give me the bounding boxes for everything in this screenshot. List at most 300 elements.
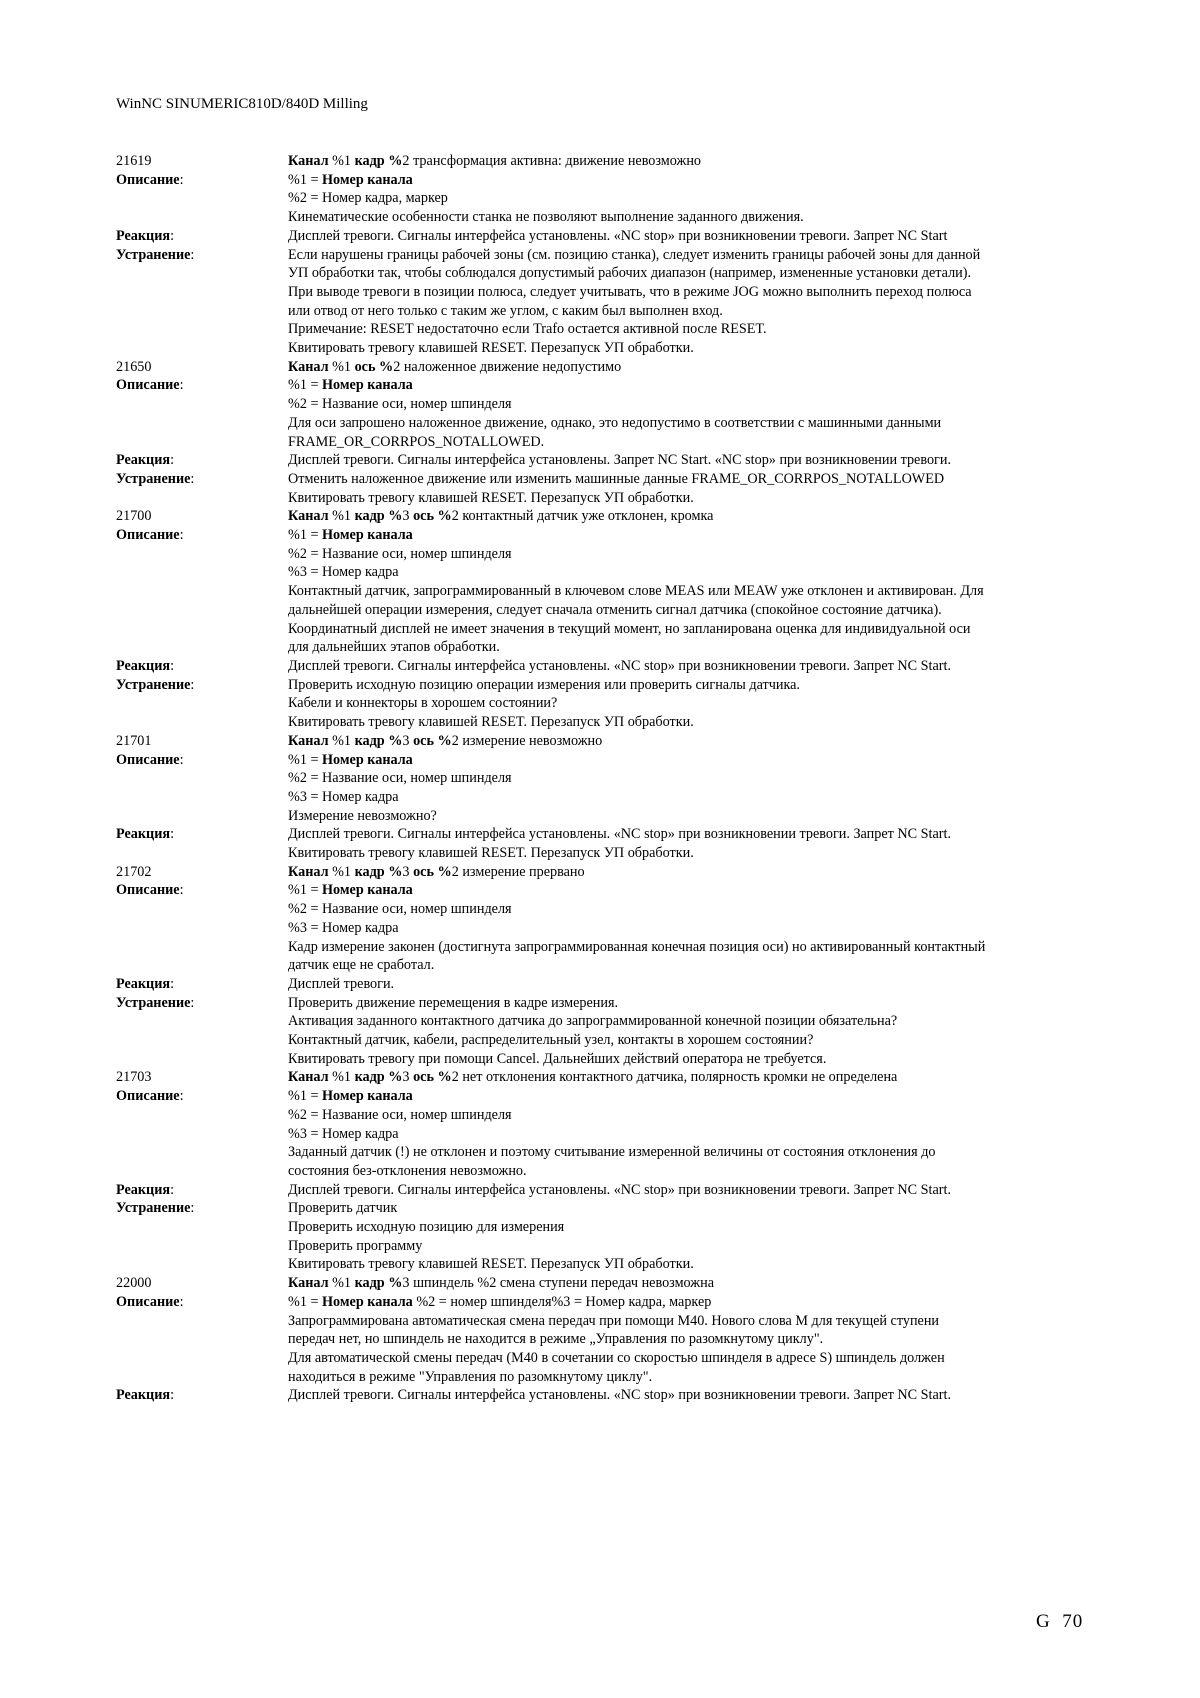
- text-run: %2 = Название оси, номер шпинделя: [288, 770, 512, 787]
- section-text: [288, 601, 1096, 620]
- text-run: Проверить программу: [288, 1237, 423, 1254]
- section-text: [288, 956, 1096, 975]
- section-line: [116, 1031, 1096, 1050]
- section-label-text: Описание: [116, 527, 180, 544]
- text-run: Канал: [288, 732, 329, 749]
- text-run: Проверить датчик: [288, 1200, 398, 1217]
- text-run: %2 = номер шпинделя%3 = Номер кадра, маркер: [412, 1293, 712, 1310]
- page-footer: [1036, 1611, 1083, 1633]
- section-label: [116, 526, 288, 545]
- section-label-text: Реакция: [116, 1387, 171, 1404]
- section-label: [116, 395, 288, 414]
- text-run: 3: [402, 863, 414, 880]
- section-text: [288, 1106, 1096, 1125]
- text-run: %1 =: [288, 171, 323, 188]
- section-label: [116, 825, 288, 844]
- text-run: дальнейшей операции измерения, следует сначала отменить сигнал датчика (спокойное состояние датчика).: [288, 601, 942, 618]
- section-label: [116, 171, 288, 190]
- text-run: %1: [328, 1275, 355, 1292]
- section-label: [116, 1143, 288, 1162]
- section-label: [116, 433, 288, 452]
- section-text: [288, 1218, 1096, 1237]
- alarm-title: [288, 358, 1096, 377]
- section-label-colon: :: [179, 751, 184, 768]
- section-label: [116, 1330, 288, 1349]
- section-row: [116, 975, 1096, 994]
- text-run: %2 = Название оси, номер шпинделя: [288, 396, 512, 413]
- section-label-colon: :: [170, 452, 175, 469]
- text-run: %2 = Название оси, номер шпинделя: [288, 1106, 512, 1123]
- text-run: для дальнейших этапов обработки.: [288, 639, 500, 656]
- text-run: %1 =: [288, 1088, 323, 1105]
- section-text: [288, 1349, 1096, 1368]
- section-row: [116, 881, 1096, 900]
- section-text: [288, 694, 1096, 713]
- section-row: [116, 227, 1096, 246]
- section-text: [288, 470, 1096, 489]
- section-line: [116, 694, 1096, 713]
- section-label-colon: :: [190, 1200, 195, 1217]
- section-label-text: Реакция: [116, 975, 171, 992]
- section-text: [288, 545, 1096, 564]
- text-run: %2 = Номер кадра, маркер: [288, 190, 448, 207]
- text-run: Квитировать тревогу клавишей RESET. Перезапуск УП обработки.: [288, 714, 694, 731]
- section-text: [288, 1087, 1096, 1106]
- section-label-colon: :: [179, 882, 184, 899]
- alarm-title: [288, 1274, 1096, 1293]
- section-row: [116, 1293, 1096, 1312]
- section-line: [116, 956, 1096, 975]
- section-line: [116, 919, 1096, 938]
- text-run: Проверить движение перемещения в кадре измерения.: [288, 994, 619, 1011]
- text-run: Канал: [288, 153, 329, 169]
- text-run: УП обработки так, чтобы соблюдался допустимый рабочих диапазон (например, измененные установки детали).: [288, 265, 972, 282]
- text-run: состояния без-отклонения невозможно.: [288, 1162, 527, 1179]
- section-label-colon: :: [170, 1181, 175, 1198]
- text-run: Квитировать тревогу клавишей RESET. Перезапуск УП обработки.: [288, 340, 694, 357]
- section-line: [116, 938, 1096, 957]
- section-text: [288, 919, 1096, 938]
- section-line: [116, 433, 1096, 452]
- section-label-text: Описание: [116, 377, 180, 394]
- text-run: %1 =: [288, 751, 323, 768]
- section-label: [116, 620, 288, 639]
- text-run: Канал: [288, 358, 329, 375]
- section-line: [116, 713, 1096, 732]
- text-run: кадр %: [354, 153, 403, 169]
- section-row: [116, 676, 1096, 695]
- section-label-colon: :: [170, 227, 175, 244]
- section-line: [116, 563, 1096, 582]
- alarm-code: 21702: [116, 863, 152, 880]
- section-text: [288, 938, 1096, 957]
- section-row: [116, 994, 1096, 1013]
- alarm-title-row: [116, 1274, 1096, 1293]
- section-label-text: Реакция: [116, 657, 171, 674]
- text-run: 3: [402, 508, 414, 525]
- section-label-colon: :: [179, 1088, 184, 1105]
- section-text: [288, 1312, 1096, 1331]
- section-label: [116, 769, 288, 788]
- text-run: Номер канала: [322, 527, 413, 544]
- section-text: [288, 320, 1096, 339]
- section-label: [116, 1368, 288, 1387]
- text-run: При выводе тревоги в позиции полюса, следует учитывать, что в режиме JOG можно выполнить переход полюса: [288, 283, 972, 300]
- alarm-title: [288, 507, 1096, 526]
- section-label: [116, 1181, 288, 1200]
- text-run: %1: [328, 153, 355, 169]
- alarm-title-row: [116, 152, 1096, 171]
- section-row: [116, 246, 1096, 265]
- section-text: [288, 264, 1096, 283]
- section-label-text: Описание: [116, 751, 180, 768]
- section-row: [116, 825, 1096, 844]
- text-run: %3 = Номер кадра: [288, 1125, 399, 1142]
- alarm-code: 21650: [116, 358, 152, 375]
- section-label: [116, 1237, 288, 1256]
- section-label-colon: :: [190, 676, 195, 693]
- section-label-text: Реакция: [116, 452, 171, 469]
- text-run: Координатный дисплей не имеет значения в текущий момент, но запланирована оценка для индивидуальной оси: [288, 620, 971, 637]
- alarm-entry: [116, 863, 1096, 1069]
- section-label: [116, 582, 288, 601]
- text-run: 3: [402, 1069, 414, 1086]
- section-text: [288, 189, 1096, 208]
- section-line: [116, 1162, 1096, 1181]
- page-header: WinNC SINUMERIC810D/840D Milling: [116, 96, 368, 112]
- text-run: Квитировать тревогу клавишей RESET. Перезапуск УП обработки.: [288, 1256, 694, 1273]
- text-run: 2 контактный датчик уже отклонен, кромка: [451, 508, 714, 525]
- text-run: %1: [328, 508, 355, 525]
- section-label: [116, 676, 288, 695]
- text-run: 2 трансформация активна: движение невозможно: [402, 153, 702, 169]
- section-text: [288, 769, 1096, 788]
- section-line: [116, 1143, 1096, 1162]
- alarm-code: 21700: [116, 508, 152, 525]
- section-text: [288, 227, 1096, 246]
- section-label: [116, 601, 288, 620]
- section-row: [116, 657, 1096, 676]
- section-line: [116, 1237, 1096, 1256]
- text-run: Дисплей тревоги. Сигналы интерфейса установлены. «NC stop» при возникновении тревоги. Запрет NC Start: [288, 227, 948, 244]
- section-text: [288, 489, 1096, 508]
- section-text: [288, 563, 1096, 582]
- section-label: [116, 451, 288, 470]
- section-text: [288, 788, 1096, 807]
- text-run: Квитировать тревогу клавишей RESET. Перезапуск УП обработки.: [288, 489, 694, 506]
- section-label-text: Устранение: [116, 246, 191, 263]
- section-line: [116, 638, 1096, 657]
- section-text: [288, 208, 1096, 227]
- section-text: [288, 1386, 1096, 1405]
- section-text: [288, 713, 1096, 732]
- text-run: Кинематические особенности станка не позволяют выполнение заданного движения.: [288, 209, 804, 226]
- section-label: [116, 563, 288, 582]
- text-run: Номер канала: [322, 171, 413, 188]
- section-line: [116, 1255, 1096, 1274]
- section-label: [116, 807, 288, 826]
- text-run: %3 = Номер кадра: [288, 564, 399, 581]
- section-line: [116, 189, 1096, 208]
- section-label-colon: :: [179, 527, 184, 544]
- section-text: [288, 1143, 1096, 1162]
- text-run: кадр %: [354, 863, 403, 880]
- text-run: 2 измерение невозможно: [451, 732, 603, 749]
- section-label-colon: :: [179, 171, 184, 188]
- section-line: [116, 264, 1096, 283]
- section-text: [288, 1255, 1096, 1274]
- section-label: [116, 320, 288, 339]
- section-label: [116, 1312, 288, 1331]
- text-run: Примечание: RESET недостаточно если Trafo остается активной после RESET.: [288, 321, 767, 338]
- section-label-text: Реакция: [116, 826, 171, 843]
- section-label-text: Устранение: [116, 994, 191, 1011]
- section-label: [116, 1199, 288, 1218]
- section-row: [116, 451, 1096, 470]
- alarm-code: 21703: [116, 1069, 152, 1086]
- section-label: [116, 414, 288, 433]
- section-line: [116, 788, 1096, 807]
- alarm-title-row: [116, 863, 1096, 882]
- text-run: Проверить исходную позицию операции измерения или проверить сигналы датчика.: [288, 676, 800, 693]
- section-line: [116, 601, 1096, 620]
- alarm-list: [116, 152, 1096, 1405]
- section-label-text: Реакция: [116, 1181, 171, 1198]
- alarm-entry: [116, 1068, 1096, 1274]
- section-label-colon: :: [170, 1387, 175, 1404]
- text-run: %3 = Номер кадра: [288, 919, 399, 936]
- section-line: [116, 620, 1096, 639]
- section-row: [116, 1087, 1096, 1106]
- section-label: [116, 1386, 288, 1405]
- alarm-entry: [116, 152, 1096, 358]
- section-row: [116, 751, 1096, 770]
- text-run: FRAME_OR_CORRPOS_NOTALLOWED.: [288, 433, 545, 450]
- section-line: [116, 283, 1096, 302]
- section-label: [116, 1293, 288, 1312]
- section-line: [116, 339, 1096, 358]
- section-label: [116, 376, 288, 395]
- text-run: 3 шпиндель %2 смена ступени передач невозможна: [402, 1275, 714, 1292]
- section-line: [116, 844, 1096, 863]
- section-label: [116, 246, 288, 265]
- alarm-code: 21619: [116, 153, 152, 169]
- section-label: [116, 694, 288, 713]
- section-label-text: Описание: [116, 1293, 180, 1310]
- text-run: находиться в режиме "Управления по разомкнутому циклу".: [288, 1368, 653, 1385]
- section-text: [288, 900, 1096, 919]
- text-run: Измерение невозможно?: [288, 807, 437, 824]
- section-line: [116, 807, 1096, 826]
- text-run: %2 = Название оси, номер шпинделя: [288, 545, 512, 562]
- section-label: [116, 788, 288, 807]
- alarm-title-row: [116, 507, 1096, 526]
- section-text: [288, 1330, 1096, 1349]
- section-text: [288, 414, 1096, 433]
- section-text: [288, 1181, 1096, 1200]
- section-line: [116, 208, 1096, 227]
- text-run: Заданный датчик (!) не отклонен и поэтому считывание измеренной величины от состояния отклонения до: [288, 1144, 936, 1161]
- section-label: [116, 881, 288, 900]
- text-run: Отменить наложенное движение или изменить машинные данные FRAME_OR_CORRPOS_NOTALLOWED: [288, 470, 945, 487]
- text-run: Дисплей тревоги. Сигналы интерфейса установлены. «NC stop» при возникновении тревоги. Запрет NC Start.: [288, 1387, 951, 1404]
- section-text: [288, 1368, 1096, 1387]
- section-label: [116, 470, 288, 489]
- section-label-colon: :: [170, 975, 175, 992]
- section-text: [288, 844, 1096, 863]
- text-run: Номер канала: [322, 377, 413, 394]
- section-text: [288, 620, 1096, 639]
- text-run: Канал: [288, 1069, 329, 1086]
- section-label-text: Описание: [116, 171, 180, 188]
- section-line: [116, 320, 1096, 339]
- text-run: ось %: [354, 358, 394, 375]
- section-label-text: Реакция: [116, 227, 171, 244]
- section-label-text: Описание: [116, 882, 180, 899]
- section-line: [116, 1106, 1096, 1125]
- section-line: [116, 302, 1096, 321]
- section-label: [116, 302, 288, 321]
- section-row: [116, 171, 1096, 190]
- section-label: [116, 844, 288, 863]
- text-run: Для оси запрошено наложенное движение, однако, это недопустимо в соответствии с машинными данными: [288, 414, 942, 431]
- text-run: %1: [328, 863, 355, 880]
- section-label-text: Описание: [116, 1088, 180, 1105]
- section-line: [116, 1012, 1096, 1031]
- section-label: [116, 638, 288, 657]
- section-label-colon: :: [179, 1293, 184, 1310]
- text-run: кадр %: [354, 508, 403, 525]
- text-run: %1: [328, 1069, 355, 1086]
- section-row: [116, 1181, 1096, 1200]
- section-label: [116, 1087, 288, 1106]
- alarm-entry: [116, 507, 1096, 731]
- section-text: [288, 994, 1096, 1013]
- alarm-code: 21701: [116, 732, 152, 749]
- page-label: G: [1036, 1611, 1051, 1632]
- section-label: [116, 283, 288, 302]
- section-line: [116, 769, 1096, 788]
- text-run: Канал: [288, 1275, 329, 1292]
- alarm-title-row: [116, 732, 1096, 751]
- section-text: [288, 246, 1096, 265]
- section-row: [116, 376, 1096, 395]
- section-text: [288, 825, 1096, 844]
- section-label: [116, 339, 288, 358]
- text-run: Дисплей тревоги. Сигналы интерфейса установлены. «NC stop» при возникновении тревоги. Запрет NC Start.: [288, 1181, 951, 1198]
- section-label-text: Устранение: [116, 470, 191, 487]
- section-label: [116, 1012, 288, 1031]
- text-run: Номер канала: [322, 1088, 413, 1105]
- section-text: [288, 451, 1096, 470]
- text-run: ось %: [413, 732, 452, 749]
- page-number: 70: [1062, 1611, 1084, 1632]
- text-run: Дисплей тревоги. Сигналы интерфейса установлены. «NC stop» при возникновении тревоги. Запрет NC Start.: [288, 657, 951, 674]
- section-row: [116, 1199, 1096, 1218]
- section-label: [116, 657, 288, 676]
- section-line: [116, 1312, 1096, 1331]
- alarm-entry: [116, 1274, 1096, 1405]
- alarm-entry: [116, 358, 1096, 508]
- section-line: [116, 545, 1096, 564]
- text-run: %1: [328, 732, 355, 749]
- section-text: [288, 1293, 1096, 1312]
- section-line: [116, 900, 1096, 919]
- text-run: кадр %: [354, 732, 403, 749]
- text-run: или отвод от него только с таким же углом, с каким был выполнен вход.: [288, 302, 723, 319]
- alarm-entry: [116, 732, 1096, 863]
- section-label: [116, 1349, 288, 1368]
- text-run: 2 измерение прервано: [451, 863, 585, 880]
- section-line: [116, 1349, 1096, 1368]
- text-run: Номер канала: [322, 1293, 413, 1310]
- section-line: [116, 1330, 1096, 1349]
- section-text: [288, 582, 1096, 601]
- alarm-title-row: [116, 1068, 1096, 1087]
- section-label: [116, 938, 288, 957]
- text-run: Номер канала: [322, 751, 413, 768]
- section-line: [116, 1125, 1096, 1144]
- section-label: [116, 1255, 288, 1274]
- alarm-title: [288, 732, 1096, 751]
- text-run: %1: [328, 358, 355, 375]
- section-label-colon: :: [190, 470, 195, 487]
- text-run: ось %: [413, 1069, 452, 1086]
- section-label-colon: :: [179, 377, 184, 394]
- section-label: [116, 956, 288, 975]
- section-label: [116, 1125, 288, 1144]
- section-text: [288, 676, 1096, 695]
- section-text: [288, 1031, 1096, 1050]
- text-run: Кадр измерение законен (достигнута запрограммированная конечная позиция оси) но активированный контактный: [288, 938, 986, 955]
- text-run: Кабели и коннекторы в хорошем состоянии?: [288, 695, 558, 712]
- section-label: [116, 1106, 288, 1125]
- section-row: [116, 1386, 1096, 1405]
- section-row: [116, 526, 1096, 545]
- section-label: [116, 227, 288, 246]
- section-label: [116, 1218, 288, 1237]
- section-label-text: Устранение: [116, 676, 191, 693]
- section-label: [116, 900, 288, 919]
- text-run: Квитировать тревогу клавишей RESET. Перезапуск УП обработки.: [288, 845, 694, 862]
- section-label: [116, 1162, 288, 1181]
- section-label: [116, 1031, 288, 1050]
- section-label: [116, 994, 288, 1013]
- section-label: [116, 189, 288, 208]
- section-line: [116, 582, 1096, 601]
- text-run: Активация заданного контактного датчика до запрограммированной конечной позиции обязательна?: [288, 1013, 898, 1030]
- text-run: Дисплей тревоги. Сигналы интерфейса установлены. Запрет NC Start. «NC stop» при возникновении тревоги.: [288, 452, 951, 469]
- text-run: 3: [402, 732, 414, 749]
- section-text: [288, 751, 1096, 770]
- text-run: Номер канала: [322, 882, 413, 899]
- text-run: Канал: [288, 508, 329, 525]
- alarm-title: [288, 863, 1096, 882]
- section-row: [116, 470, 1096, 489]
- text-run: %1 =: [288, 1293, 323, 1310]
- section-text: [288, 339, 1096, 358]
- section-label: [116, 264, 288, 283]
- text-run: ось %: [413, 863, 452, 880]
- section-text: [288, 1162, 1096, 1181]
- text-run: Квитировать тревогу при помощи Cancel. Дальнейших действий оператора не требуется.: [288, 1050, 827, 1067]
- text-run: Дисплей тревоги. Сигналы интерфейса установлены. «NC stop» при возникновении тревоги. Запрет NC Start.: [288, 826, 951, 843]
- section-text: [288, 975, 1096, 994]
- text-run: Проверить исходную позицию для измерения: [288, 1219, 565, 1236]
- text-run: датчик еще не сработал.: [288, 957, 435, 974]
- text-run: Контактный датчик, запрограммированный в ключевом слове MEAS или MEAW уже отклонен и активирован. Для: [288, 583, 984, 600]
- section-label: [116, 751, 288, 770]
